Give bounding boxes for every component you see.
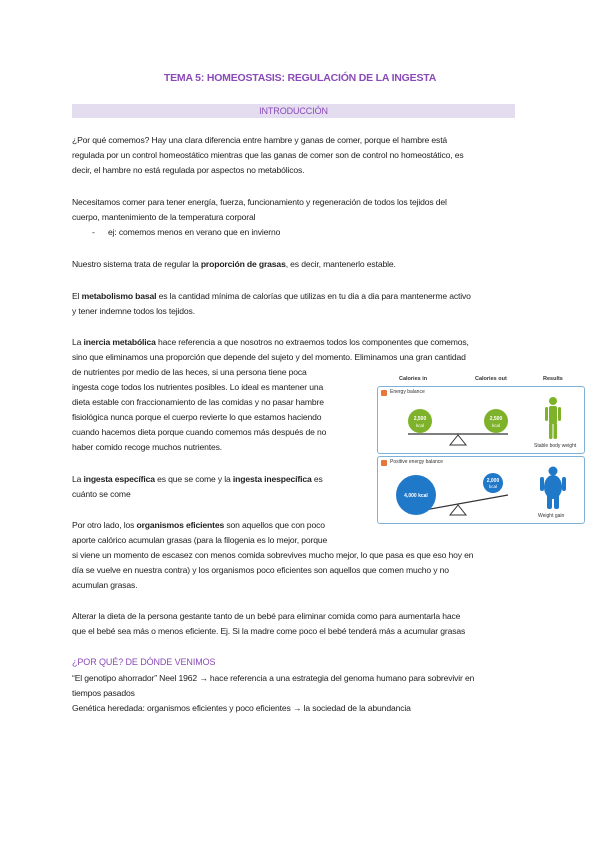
panel-1-result: Stable body weight: [534, 443, 577, 449]
term-inercia-metabolica: inercia metabólica: [83, 337, 156, 347]
paragraph-7-line-1: [72, 518, 325, 532]
section-heading: INTRODUCCIÓN: [72, 104, 515, 118]
paragraph-3-post: , es decir, mantenerlo estable.: [285, 259, 396, 269]
panel-1-label: Energy balance: [390, 389, 425, 395]
paragraph-5-line-3: de nutrientes por medio de las heces, si una persona tiene poca: [72, 367, 307, 377]
paragraph-7-pre: Por otro lado, los: [72, 520, 137, 530]
paragraph-5-post: hace referencia a que nosotros no extraemos todos los componentes que comemos,: [155, 337, 469, 347]
paragraph-9-line-3: Genética heredada: organismos eficientes y poco eficientes → la sociedad de la abundancia: [72, 703, 411, 713]
paragraph-5-line-7: cuando hacemos dieta porque cuando comemos más después de no: [72, 427, 327, 437]
page-title: TEMA 5: HOMEOSTASIS: REGULACIÓN DE LA INGESTA: [163, 72, 437, 84]
panel-2-in-value: 4,000 kcal: [404, 493, 428, 499]
positive-energy-balance-panel: [377, 456, 585, 524]
term-organismos-eficientes: organismos eficientes: [136, 520, 225, 530]
paragraph-4-line-1: [72, 289, 471, 303]
paragraph-2-line-2: cuerpo, mantenimiento de la temperatura corporal: [72, 212, 256, 222]
paragraph-3: [72, 257, 396, 271]
panel-2-label: Positive energy balance: [390, 459, 444, 465]
column-header-results: Results: [543, 376, 563, 382]
paragraph-5-line-2: sino que eliminamos una proporción que depende del sujeto y del momento. Eliminamos una gran cantidad: [72, 352, 466, 362]
paragraph-5-line-4: ingesta coge todos los nutrientes posibles. Lo ideal es mantener una: [72, 382, 324, 392]
paragraph-9-line-1: “El genotipo ahorrador” Neel 1962 → hace referencia a una estrategia del genoma humano para sobrevivir en: [72, 673, 475, 683]
panel-2-out-unit: kcal: [488, 484, 498, 489]
panel-1-out-unit: kcal: [491, 423, 501, 428]
paragraph-6-line-1: [72, 472, 323, 486]
column-header-calories-out: Calories out: [475, 376, 507, 382]
paragraph-2-line-1: Necesitamos comer para tener energía, fuerza, funcionamiento y regeneración de todos los tejidos del: [72, 197, 447, 207]
paragraph-4-pre: El: [72, 291, 82, 301]
term-metabolismo-basal: metabolismo basal: [81, 291, 157, 301]
paragraph-1-line-1: ¿Por qué comemos? Hay una clara diferencia entre hambre y ganas de comer, porque el hambre está: [72, 135, 448, 145]
paragraph-7-line-3: si viene un momento de escasez con menos comida sobrevives mucho mejor, lo que pasa es que eso hoy en: [72, 550, 474, 560]
paragraph-7-line-4: día se vuelve en nuestra contra) y los organismos poco eficientes son aquellos que comen mucho y no: [72, 565, 449, 575]
bullet-item: ej: comemos menos en verano que en invierno: [108, 227, 281, 237]
paragraph-5-pre: La: [72, 337, 84, 347]
panel-1-in-unit: kcal: [415, 423, 425, 428]
panel-1-in-value: 2,500: [413, 416, 427, 422]
scale-pivot: [450, 505, 466, 515]
paragraph-5-line-8: haber comido recoge muchos nutrientes.: [72, 442, 223, 452]
term-proporcion-grasas: proporción de grasas: [200, 259, 286, 269]
panel-2-out-value: 2,000: [486, 478, 500, 484]
paragraph-6-line-2: cuánto se come: [72, 489, 131, 499]
term-ingesta-inespecifica: ingesta inespecífica: [232, 474, 312, 484]
overweight-person-icon: [540, 467, 566, 510]
paragraph-7-post: son aquellos que con poco: [224, 520, 325, 530]
bullet-marker: -: [92, 227, 95, 237]
term-ingesta-especifica: ingesta específica: [83, 474, 155, 484]
paragraph-8-line-1: Alterar la dieta de la persona gestante tanto de un bebé para eliminar comida como para aumentarla hace: [72, 611, 461, 621]
paragraph-5-line-5: dieta estable con fraccionamiento de las comidas y no pasar hambre: [72, 397, 324, 407]
paragraph-6-post: es: [311, 474, 323, 484]
slim-person-icon: [545, 397, 561, 439]
paragraph-7-line-2: aporte calórico acumulan grasas (para la filogenia es lo mejor, porque: [72, 535, 328, 545]
paragraph-1-line-2: regulada por un control homeostático mientras que las ganas de comer son de control no homeostático, es: [72, 150, 464, 160]
paragraph-4-post: es la cantidad mínima de calorías que utilizas en tu dia a dia para mantenerme activo: [156, 291, 471, 301]
paragraph-5-line-1: [72, 335, 469, 349]
paragraph-8-line-2: que el bebé sea más o menos eficiente. Ej. Si la madre come poco el bebé tenderá más a acumular grasas: [72, 626, 466, 636]
paragraph-6-pre: La: [72, 474, 84, 484]
panel-1-out-value: 2,500: [489, 416, 503, 422]
paragraph-1-line-3: decir, el hambre no está regulada por aspectos no metabólicos.: [72, 165, 305, 175]
paragraph-9-line-2: tiempos pasados: [72, 688, 135, 698]
scale-pivot: [450, 435, 466, 445]
paragraph-7-line-5: acumulan grasas.: [72, 580, 138, 590]
energy-balance-figure: [375, 376, 585, 524]
paragraph-6-mid: es que se come y la: [154, 474, 233, 484]
paragraph-5-line-6: fisiológica nunca porque el cuerpo revierte lo que estamos haciendo: [72, 412, 322, 422]
column-header-calories-in: Calories in: [399, 376, 428, 382]
paragraph-3-pre: Nuestro sistema trata de regular la: [72, 259, 201, 269]
panel-2-result: Weight gain: [538, 513, 565, 519]
paragraph-4-line-2: y tener indemne todos los tejidos.: [72, 306, 195, 316]
energy-balance-panel: [377, 386, 585, 454]
subheading: ¿POR QUÉ? DE DÓNDE VENIMOS: [72, 657, 216, 667]
